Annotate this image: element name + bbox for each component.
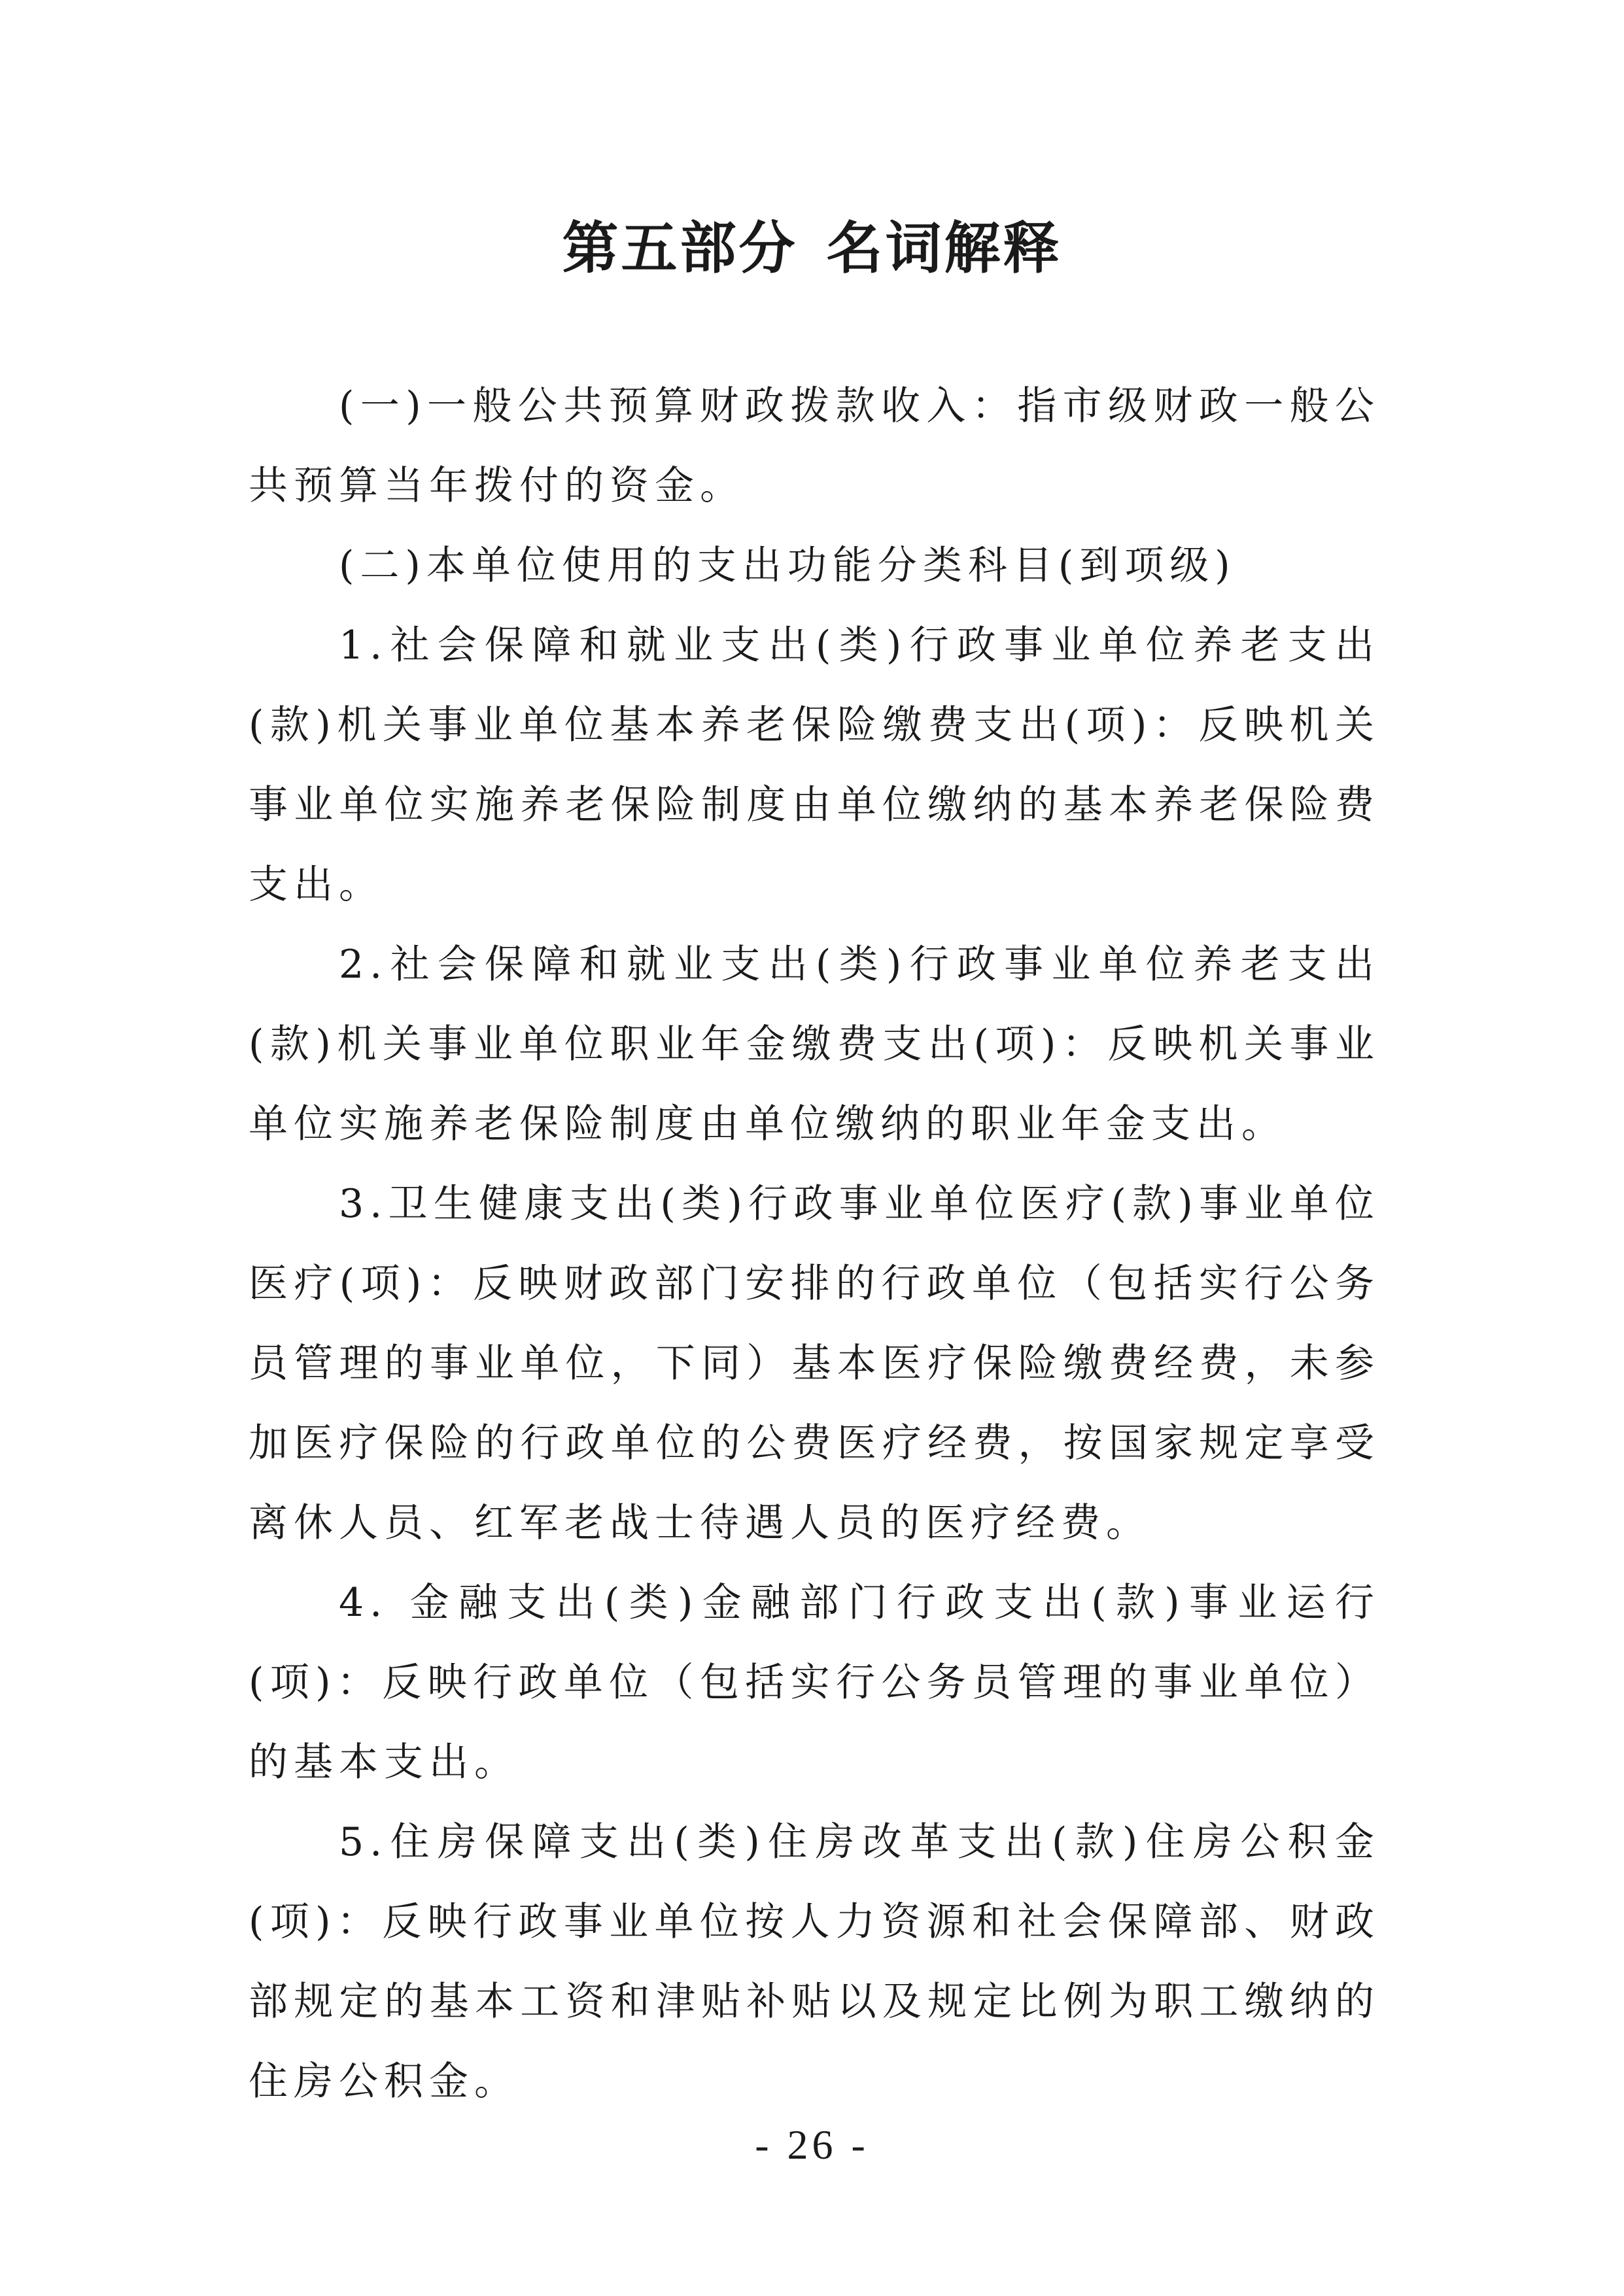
- paragraph: (一)一般公共预算财政拨款收入：指市级财政一般公共预算当年拨付的资金。: [249, 383, 1380, 509]
- page-title-part: 第五部分: [562, 215, 798, 281]
- paragraph: 2.社会保障和就业支出(类)行政事业单位养老支出(款)机关事业单位职业年金缴费支出(项)：反映机关事业单位实施养老保险制度由单位缴纳的职业年金支出。: [249, 942, 1380, 1147]
- body-text: [249, 366, 1380, 2121]
- paragraph: 5.住房保障支出(类)住房改革支出(款)住房公积金(项)：反映行政事业单位按人力资源和社会保障部、财政部规定的基本工资和津贴补贴以及规定比例为职工缴纳的住房公积金。: [249, 1819, 1380, 2104]
- page-number: - 26 -: [755, 2121, 869, 2168]
- paragraph: 1.社会保障和就业支出(类)行政事业单位养老支出(款)机关事业单位基本养老保险缴费支出(项)：反映机关事业单位实施养老保险制度由单位缴纳的基本养老保险费支出。: [249, 623, 1380, 908]
- paragraph: 3.卫生健康支出(类)行政事业单位医疗(款)事业单位医疗(项)：反映财政部门安排的行政单位（包括实行公务员管理的事业单位，下同）基本医疗保险缴费经费，未参加医疗保险的行政单位的公费医疗经费，按国家规定享受离休人员、红军老战士待遇人员的医疗经费。: [249, 1181, 1380, 1546]
- paragraph: 4. 金融支出(类)金融部门行政支出(款)事业运行(项)：反映行政单位（包括实行公务员管理的事业单位）的基本支出。: [249, 1580, 1380, 1785]
- paragraph: (二)本单位使用的支出功能分类科目(到项级): [339, 543, 1236, 589]
- page-title: [0, 213, 1624, 284]
- page-title-part: 名词解释: [826, 215, 1062, 281]
